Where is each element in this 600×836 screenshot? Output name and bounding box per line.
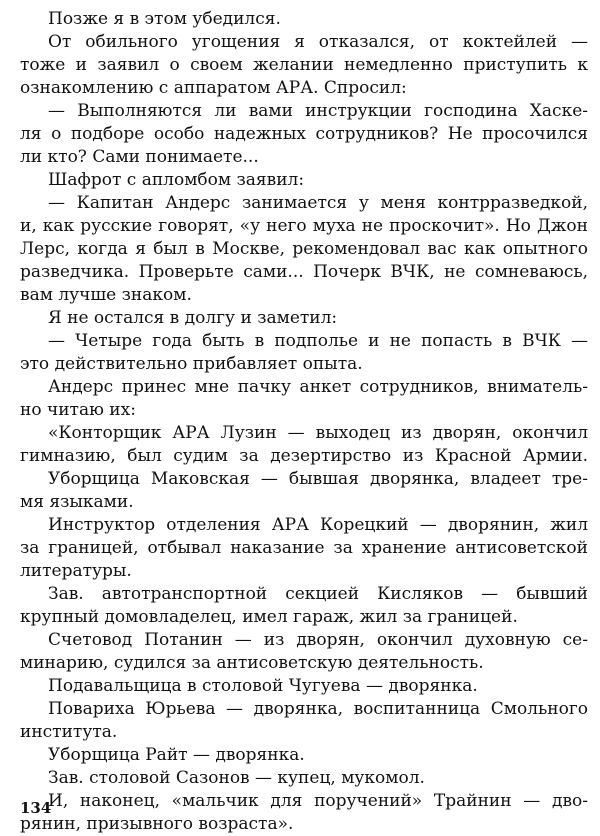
text-line: Позже я в этом убедился. (48, 9, 281, 29)
text-line: это действительно прибавляет опыта. (20, 354, 363, 374)
text-line: разведчика. Проверьте сами... Почерк ВЧК, не сомневаюсь, (20, 262, 588, 282)
text-line: мя языками. (20, 492, 134, 512)
text-line: — Выполняются ли вами инструкции господина Хаске- (48, 101, 588, 121)
text-line: Зав. столовой Сазонов — купец, мукомол. (48, 768, 425, 788)
text-line: института. (20, 722, 118, 742)
text-line: Повариха Юрьева — дворянка, воспитанница Смольного (48, 699, 588, 719)
text-line: тоже и заявил о своем желании немедленно приступить к (20, 55, 588, 75)
body-text (20, 8, 588, 836)
text-line: ознакомлению с аппаратом АРА. Спросил: (20, 78, 407, 98)
text-line: ли кто? Сами понимаете... (20, 147, 259, 167)
text-line: «Конторщик АРА Лузин — выходец из дворян, окончил (48, 423, 588, 443)
page-number: 134 (20, 799, 52, 817)
text-line: Я не остался в долгу и заметил: (48, 308, 338, 328)
text-line: — Четыре года быть в подполье и не попасть в ВЧК — (48, 331, 588, 351)
text-line: ля о подборе особо надежных сотрудников? Не просочился (20, 124, 588, 144)
text-line: Лерс, когда я был в Москве, рекомендовал вас как опытного (20, 239, 588, 259)
text-line: Счетовод Потанин — из дворян, окончил духовную се- (48, 630, 588, 650)
text-line: крупный домовладелец, имел гараж, жил за границей. (20, 607, 518, 627)
text-line: и, как русские говорят, «у него муха не проскочит». Но Джон (20, 216, 588, 236)
text-line: гимназию, был судим за дезертирство из Красной Армии. (20, 446, 588, 466)
text-line: От обильного угощения я отказался, от коктейлей — (48, 32, 588, 52)
text-line: Инструктор отделения АРА Корецкий — дворянин, жил (48, 515, 588, 535)
text-line: Зав. автотранспортной секцией Кисляков — бывший (48, 584, 588, 604)
text-line: но читаю их: (20, 400, 136, 420)
text-line: за границей, отбывал наказание за хранение антисоветской (20, 538, 588, 558)
text-line: И, наконец, «мальчик для поручений» Трайнин — дво- (48, 791, 588, 811)
text-line: вам лучше знаком. (20, 285, 192, 305)
text-line: Уборщица Райт — дворянка. (48, 745, 305, 765)
text-line: литературы. (20, 561, 132, 581)
text-line: минарию, судился за антисоветскую деятельность. (20, 653, 484, 673)
text-line: Уборщица Маковская — бывшая дворянка, владеет тре- (48, 469, 588, 489)
text-line: — Капитан Андерс занимается у меня контрразведкой, (48, 193, 588, 213)
text-line: Андерс принес мне пачку анкет сотрудников, вниматель- (48, 377, 588, 397)
text-line: Подавальщица в столовой Чугуева — дворянка. (48, 676, 478, 696)
text-line: рянин, призывного возраста». (20, 814, 294, 834)
text-line: Шафрот с апломбом заявил: (48, 170, 305, 190)
